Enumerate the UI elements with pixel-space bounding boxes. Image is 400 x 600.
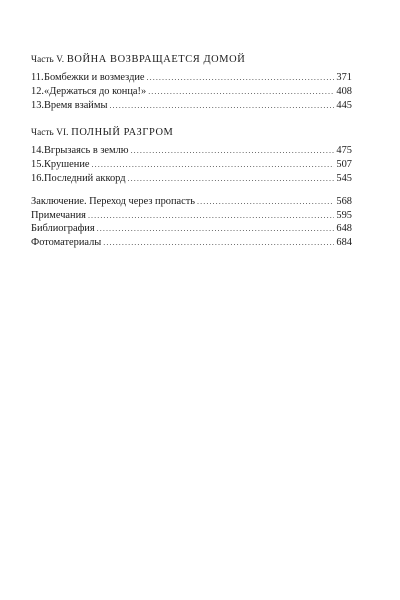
page-number: 595 [336,209,352,221]
page-number: 568 [336,195,352,207]
chapter-title: Время взаймы [44,99,108,111]
toc-entry[interactable] [31,99,352,113]
toc-entry[interactable] [31,85,352,99]
toc-entry[interactable] [31,236,352,250]
dot-leader [92,158,335,172]
dot-leader [88,209,334,223]
back-matter-title: Примечания [31,209,86,221]
dot-leader [97,222,335,236]
table-of-contents [31,52,352,250]
back-matter-title: Фотоматериалы [31,237,102,249]
dot-leader [148,85,334,99]
toc-entry[interactable] [31,71,352,85]
page-number: 648 [336,223,352,235]
back-matter-title: Заключение. Переход через пропасть [31,195,196,207]
chapter-number: 12. [31,85,44,97]
dot-leader [103,236,334,250]
chapter-title: Бомбежки и возмездие [44,72,145,83]
page-number: 475 [336,145,352,157]
chapter-title: Вгрызаясь в землю [44,145,129,157]
part-v-section [31,52,352,112]
toc-entry[interactable] [31,222,352,236]
chapter-number: 14. [31,145,44,157]
dot-leader [109,99,334,113]
dot-leader [128,172,335,186]
page-number: 445 [336,99,352,111]
chapter-number: 15. [31,159,44,171]
chapter-number: 13. [31,99,44,111]
chapter-title: Крушение [44,159,90,171]
page-number: 371 [336,72,352,83]
part-title: ВОЙНА ВОЗВРАЩАЕТСЯ ДОМОЙ [66,54,246,65]
chapter-number: 11. [31,72,44,83]
chapter-title: Последний аккорд [44,172,126,184]
toc-entry[interactable] [31,172,352,186]
back-matter-title: Библиография [31,223,95,235]
page-number: 507 [336,159,352,171]
back-matter-section [31,195,352,250]
part-label: Часть VI. [31,127,69,138]
toc-entry[interactable] [31,144,352,158]
page-number: 545 [336,172,352,184]
page-number: 408 [336,85,352,97]
chapter-title: «Держаться до конца!» [44,85,147,97]
part-title: ПОЛНЫЙ РАЗГРОМ [71,127,174,139]
dot-leader [197,195,334,209]
chapter-number: 16. [31,172,44,184]
part-heading [31,125,352,140]
part-label: Часть V. [31,54,65,64]
page-number: 684 [336,237,352,249]
toc-entry[interactable] [31,195,352,209]
toc-entry[interactable] [31,209,352,223]
part-vi-section [31,125,352,185]
part-heading [31,52,352,67]
dot-leader [131,144,335,158]
dot-leader [147,71,335,85]
toc-entry[interactable] [31,158,352,172]
